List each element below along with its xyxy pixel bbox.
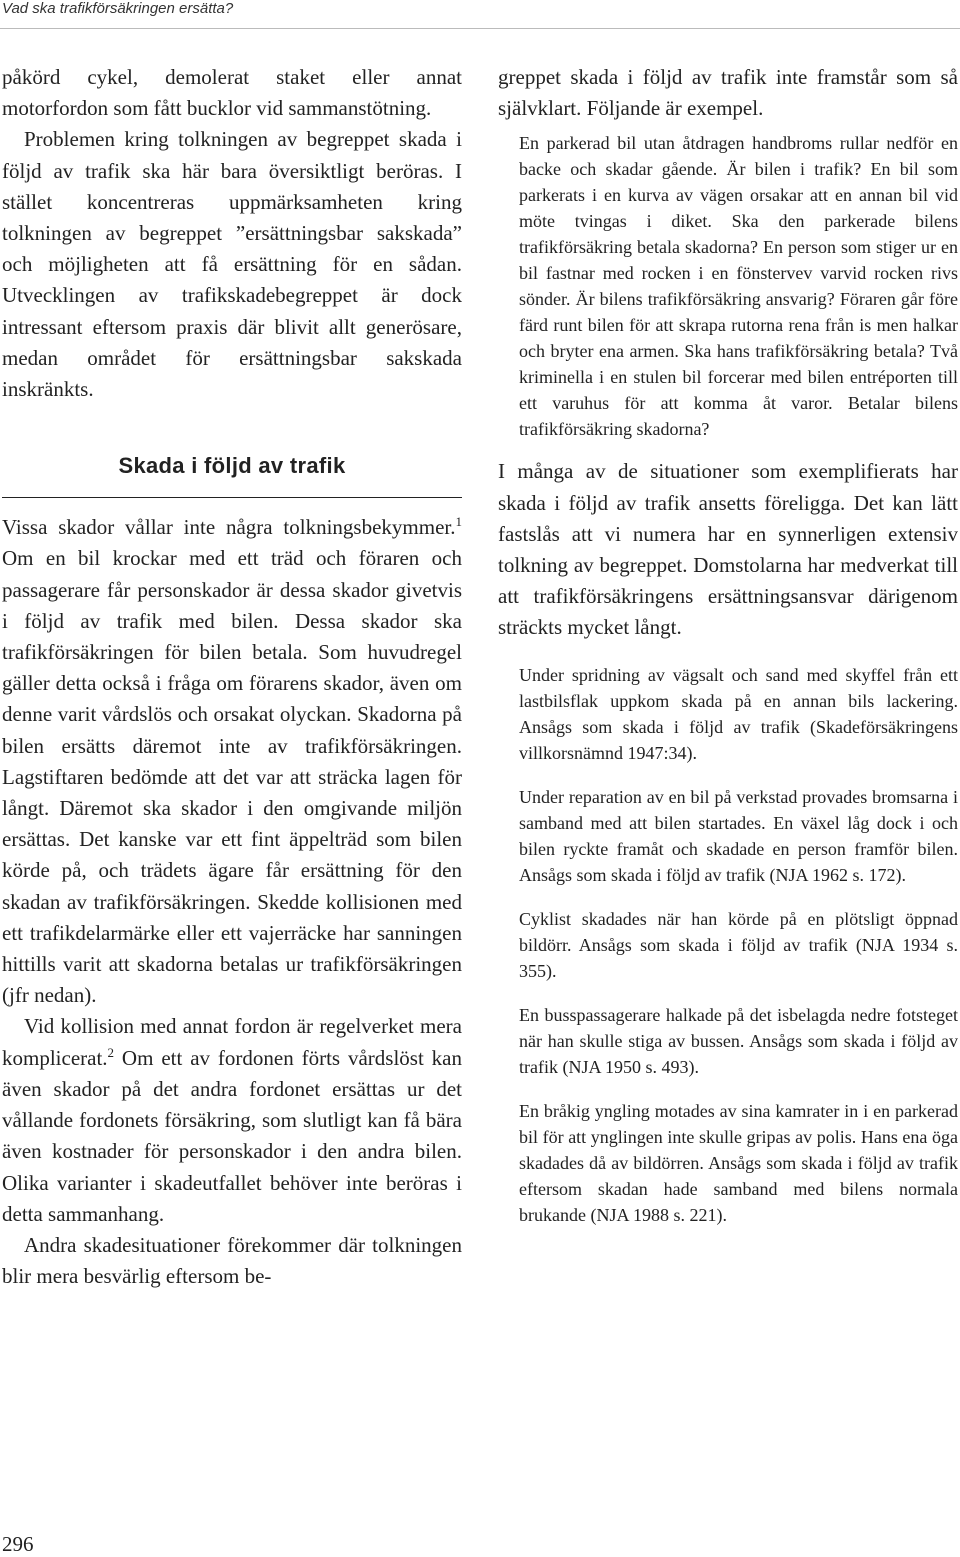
paragraph-section-2: [2, 1011, 462, 1229]
page-number: 296: [2, 1532, 34, 1556]
running-head: Vad ska trafikförsäkringen ersätta?: [2, 0, 234, 17]
header-rule: [0, 28, 960, 29]
section-heading: Skada i följd av trafik: [118, 453, 346, 479]
paragraph-section-2-start: Vid kollision med annat fordon är regelverket mera komplicerat.: [2, 1014, 462, 1070]
footnote-ref-2[interactable]: 2: [107, 1044, 115, 1060]
case-item: En bråkig yngling motades av sina kamrater in i en parkerad bil för att ynglingen inte skulle gripas av polis. Hans ena öga skadades då av bildörren. Ansågs som skada i följd av trafik eftersom skadan hade samband med bilens normala brukande (NJA 1988 s. 221).: [519, 1100, 958, 1225]
left-column: [2, 62, 462, 1292]
case-list: [519, 662, 958, 1228]
footnote-ref-1[interactable]: 1: [455, 514, 462, 530]
case-item: Under reparation av en bil på verkstad provades bromsarna i samband med att bilen startades. En växel låg dock i och bilen ryckte framåt och skadade en person framför bilen. Ansågs som skada i följd av trafik (NJA 1962 s. 172).: [519, 786, 958, 885]
case-item: Under spridning av vägsalt och sand med skyffel från ett lastbilsflak uppkom skada på en annan bils lackering. Ansågs som skada i följd av trafik (Skadeförsäkringens villkorsnämnd 1947:34).: [519, 664, 958, 763]
paragraph-section-1-start: Vissa skador vållar inte några tolkningsbekymmer.: [2, 515, 456, 540]
paragraph-analysis: I många av de situationer som exemplifierats har skada i följd av trafik ansetts föreligga. Det kan lätt fastslås att vi numera har en synnerligen extensiv tolkning av begreppet. Domstolarna har medverkat till att trafikförsäkringens ersättningsansvar därigenom sträckts mycket långt.: [498, 459, 958, 640]
paragraph-section-2-rest: Om ett av fordonen förts vårdslöst kan även skador på det andra fordonet ersättas ur det vållande fordonets försäkring, som slutligt kan få bära även kostnader för personskador i den andra bilen. Olika varianter i skadeutfallet behöver inte beröras i detta sammanhang.: [2, 1045, 462, 1226]
paragraph-continuation: påkörd cykel, demolerat staket eller annat motorfordon som fått bucklor vid sammanstötning.: [2, 65, 462, 121]
paragraph-section-3: Andra skadesituationer förekommer där tolkningen blir mera besvärlig eftersom be-: [2, 1232, 462, 1289]
paragraph-section-1: [2, 512, 462, 1011]
paragraph-intro: Problemen kring tolkningen av begreppet skada i följd av trafik ska här bara översiktligt beröras. I stället koncentreras uppmärksamheten kring tolkningen av begreppet ”ersättningsbar sakskada” och möjligheten att få ersättning för en sådan. Utvecklingen av trafikskadebegreppet är dock intressant eftersom praxis där blivit allt generösare, medan området för ersättningsbar sakskada inskränkts.: [2, 127, 462, 402]
example-block: [519, 130, 958, 442]
paragraph-continuation-right: greppet skada i följd av trafik inte framstår som så självklart. Följande är exempel.: [498, 65, 958, 121]
paragraph-section-1-rest: Om en bil krockar med ett träd och föraren och passagerare får personskador är dessa skador givetvis i följd av trafik med bilen. Dessa skador ska trafikförsäkringen för bilen betala. Som huvudregel gäller detta också i fråga om förarens skador, även om denne varit vårdslös och orsakat olyckan. Skadorna på bilen ersätts däremot inte av trafikförsäkringen. Lagstiftaren bedömde att det var att sträcka lagen för långt. Däremot ska skador i den omgivande miljön ersättas. Det kanske var ett fint äppelträd som bilen körde på, och trädets ägare får ersättning för den skadan av trafikförsäkringen. Skedde kollisionen med ett trafikdelarmärke eller ett vajerräcke har sanningen hittills varit att skadorna betalas ur trafikförsäkringen (jfr nedan).: [2, 546, 462, 1008]
right-column: [498, 62, 958, 1228]
case-item: En busspassagerare halkade på det isbelagda nedre fotsteget när han skulle stiga av bussen. Ansågs som skada i följd av trafik (NJA 1950 s. 493).: [519, 1004, 958, 1077]
case-item: Cyklist skadades när han körde på en plötsligt öppnad bildörr. Ansågs som skada i följd av trafik (NJA 1934 s. 355).: [519, 908, 958, 981]
section-rule: [2, 497, 462, 498]
example-text: En parkerad bil utan åtdragen handbroms rullar nedför en backe och skadar gående. Är bilen i trafik? En bil som parkerats i en kurva av vägen orsakar att en annan bil vid möte tvingas i diket. Ska den parkerade bilens trafikförsäkring betala skadorna? En person som stiger ur en bil fastnar med rocken i en fönstervev varvid rocken rivs sönder. Är bilens trafikförsäkring ansvarig? Föraren går före färd runt bilen för att skrapa rutorna rena från is men halkar och bryter ena armen. Ska hans trafikförsäkring betala? Två kriminella i en stulen bil forcerar med bilen entréporten till ett varuhus för att komma åt varor. Betalar bilens trafikförsäkring skadorna?: [519, 133, 958, 440]
